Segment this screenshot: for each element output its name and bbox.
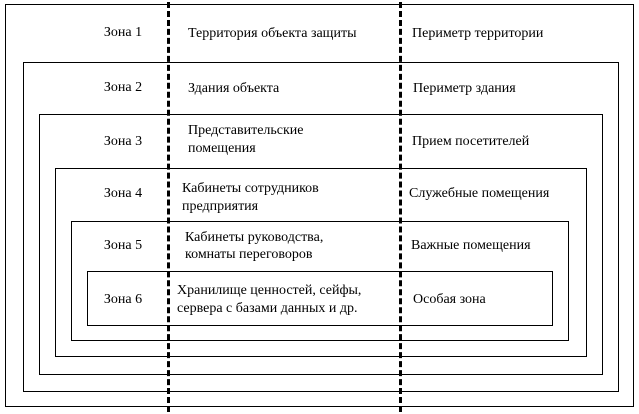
zone-4-area-line-2: предприятия [182,199,259,214]
zone-2-area: Здания объекта [188,81,280,96]
zone-5-perimeter: Важные помещения [411,238,531,253]
column-divider-right [399,2,402,412]
zone-3-label: Зона 3 [103,134,143,149]
zone-6-label: Зона 6 [103,292,143,307]
zone-1-area: Территория объекта защиты [188,26,357,41]
zone-4-label: Зона 4 [103,186,143,201]
zone-3-area-line-2: помещения [188,141,256,156]
zone-2-label: Зона 2 [103,80,143,95]
zone-6-perimeter: Особая зона [413,292,486,307]
zone-6-area-line-1: Хранилище ценностей, сейфы, [177,283,362,298]
zone-4-area-line-1: Кабинеты сотрудников [182,181,319,196]
zone-1-perimeter: Периметр территории [412,26,544,41]
zone-2-perimeter: Периметр здания [413,81,516,96]
column-divider-left [167,2,170,412]
zone-6-area-line-2: сервера с базами данных и др. [177,301,358,316]
zone-5-area-line-1: Кабинеты руководства, [185,230,324,245]
zone-1-label: Зона 1 [103,25,143,40]
zone-3-perimeter: Прием посетителей [412,134,530,149]
zone-5-label: Зона 5 [103,238,143,253]
zone-3-area-line-1: Представительские [188,123,304,138]
zone-4-perimeter: Служебные помещения [409,186,550,201]
zone-5-area-line-2: комнаты переговоров [185,247,313,262]
